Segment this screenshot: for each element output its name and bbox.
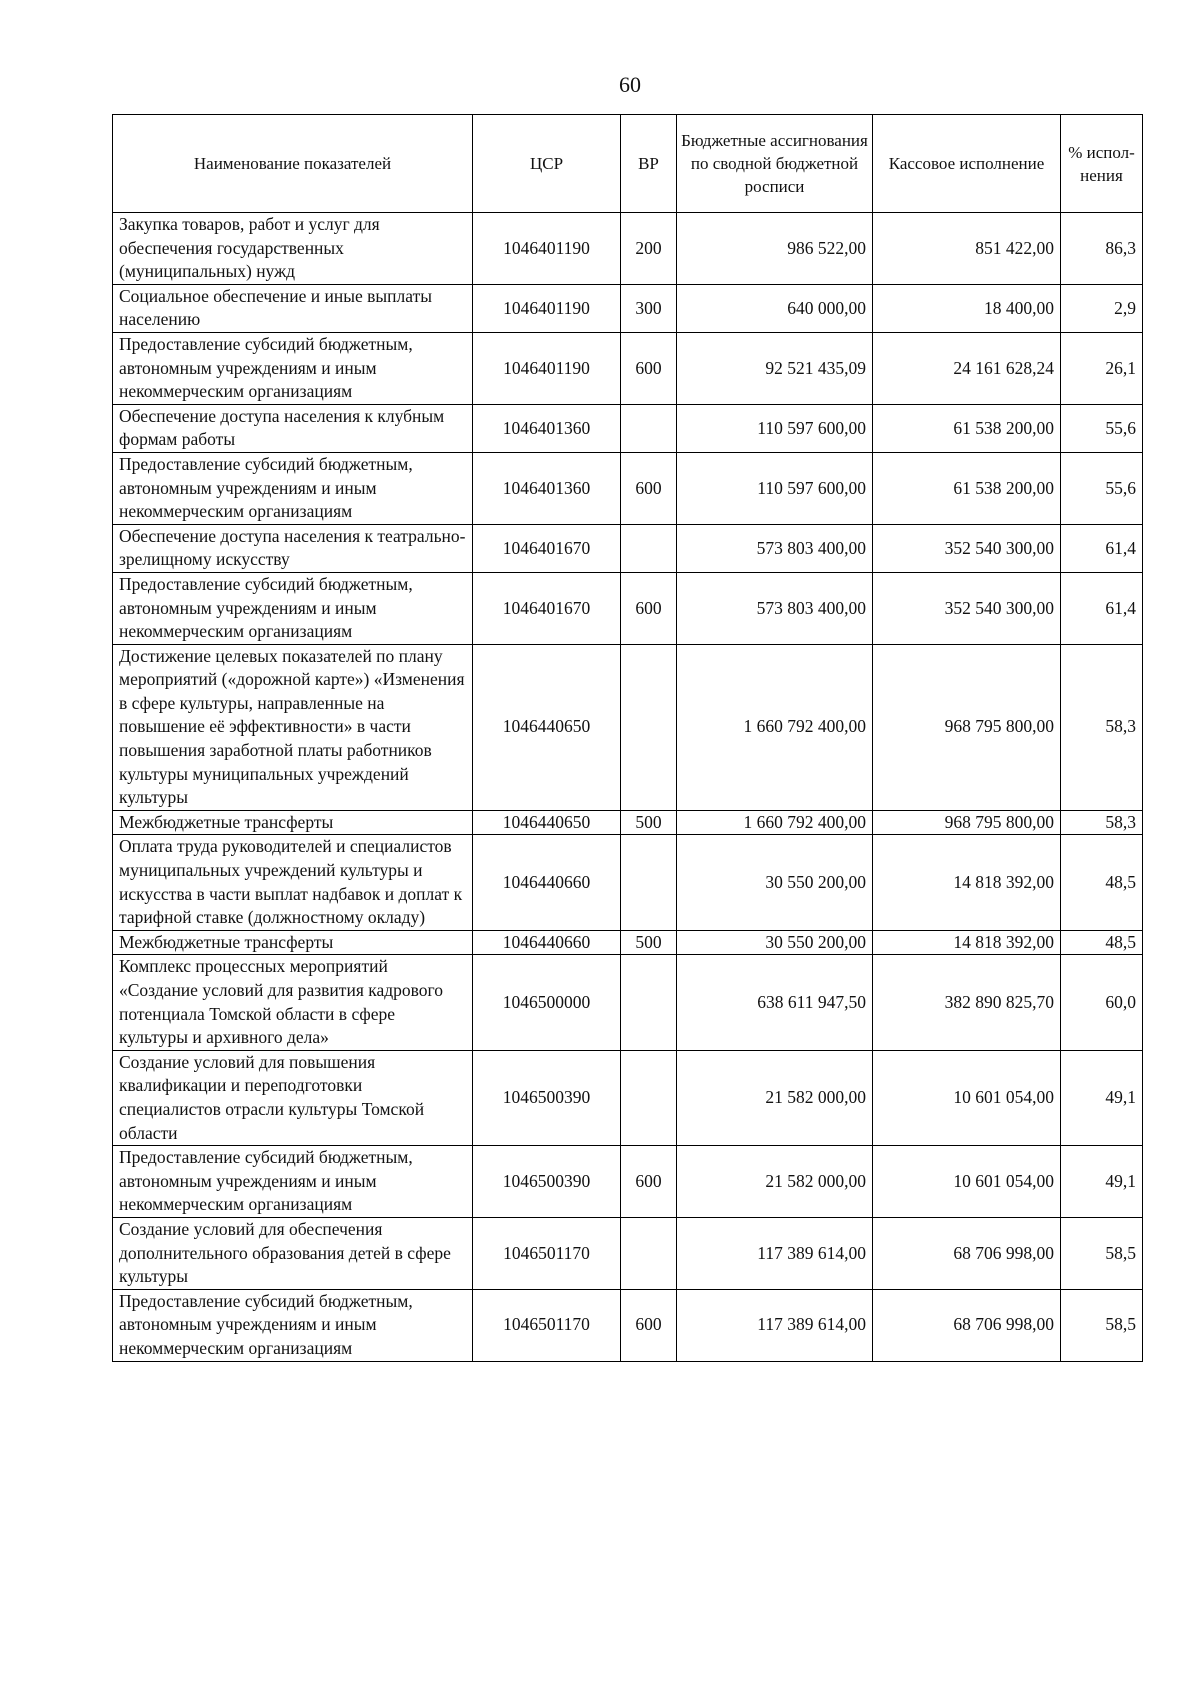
cell-name: Создание условий для повышения квалификации и переподготовки специалистов отрасли культуры Томской области — [113, 1050, 473, 1145]
cell-csr: 1046401670 — [473, 572, 621, 644]
cell-budget: 21 582 000,00 — [677, 1146, 873, 1218]
cell-name: Межбюджетные трансферты — [113, 930, 473, 955]
cell-csr: 1046500390 — [473, 1146, 621, 1218]
cell-cash: 10 601 054,00 — [873, 1146, 1061, 1218]
cell-csr: 1046401190 — [473, 213, 621, 285]
cell-cash: 68 706 998,00 — [873, 1289, 1061, 1361]
cell-vr: 600 — [621, 572, 677, 644]
table-body — [113, 213, 1143, 1362]
cell-vr — [621, 524, 677, 572]
cell-percent: 58,5 — [1061, 1289, 1143, 1361]
cell-budget: 573 803 400,00 — [677, 572, 873, 644]
cell-cash: 968 795 800,00 — [873, 810, 1061, 835]
header-name: Наименование показателей — [113, 115, 473, 213]
cell-name: Предоставление субсидий бюджетным, автономным учреждениям и иным некоммерческим организациям — [113, 1289, 473, 1361]
cell-csr: 1046500390 — [473, 1050, 621, 1145]
cell-cash: 10 601 054,00 — [873, 1050, 1061, 1145]
cell-budget: 638 611 947,50 — [677, 955, 873, 1050]
cell-vr — [621, 644, 677, 810]
cell-vr: 300 — [621, 284, 677, 332]
cell-cash: 352 540 300,00 — [873, 572, 1061, 644]
table-row — [113, 955, 1143, 1050]
table-row — [113, 930, 1143, 955]
cell-percent: 86,3 — [1061, 213, 1143, 285]
cell-vr: 600 — [621, 332, 677, 404]
cell-cash: 61 538 200,00 — [873, 452, 1061, 524]
page-number: 60 — [619, 72, 641, 97]
cell-name: Создание условий для обеспечения дополнительного образования детей в сфере культуры — [113, 1217, 473, 1289]
cell-budget: 640 000,00 — [677, 284, 873, 332]
cell-vr: 200 — [621, 213, 677, 285]
cell-budget: 117 389 614,00 — [677, 1217, 873, 1289]
cell-vr: 500 — [621, 930, 677, 955]
table-header — [113, 115, 1143, 213]
cell-name: Обеспечение доступа населения к клубным формам работы — [113, 404, 473, 452]
table-row — [113, 810, 1143, 835]
cell-vr: 600 — [621, 1146, 677, 1218]
header-budget: Бюджетные ассигнования по сводной бюджетной росписи — [677, 115, 873, 213]
cell-csr: 1046440660 — [473, 835, 621, 930]
table-row — [113, 524, 1143, 572]
cell-name: Межбюджетные трансферты — [113, 810, 473, 835]
table-row — [113, 1289, 1143, 1361]
cell-budget: 986 522,00 — [677, 213, 873, 285]
budget-execution-table — [112, 114, 1143, 1362]
cell-csr: 1046401190 — [473, 332, 621, 404]
cell-name: Достижение целевых показателей по плану мероприятий («дорожной карте») «Изменения в сфере культуры, направленные на повышение её эффективности» в части повышения заработной платы работников культуры муниципальных учреждений культуры — [113, 644, 473, 810]
cell-cash: 968 795 800,00 — [873, 644, 1061, 810]
cell-csr: 1046440650 — [473, 810, 621, 835]
cell-csr: 1046501170 — [473, 1217, 621, 1289]
cell-vr: 500 — [621, 810, 677, 835]
header-csr: ЦСР — [473, 115, 621, 213]
table-row — [113, 332, 1143, 404]
cell-name: Предоставление субсидий бюджетным, автономным учреждениям и иным некоммерческим организациям — [113, 1146, 473, 1218]
cell-vr — [621, 404, 677, 452]
cell-percent: 60,0 — [1061, 955, 1143, 1050]
cell-budget: 92 521 435,09 — [677, 332, 873, 404]
cell-vr — [621, 1217, 677, 1289]
cell-percent: 61,4 — [1061, 572, 1143, 644]
cell-cash: 382 890 825,70 — [873, 955, 1061, 1050]
cell-budget: 30 550 200,00 — [677, 835, 873, 930]
cell-cash: 61 538 200,00 — [873, 404, 1061, 452]
cell-budget: 1 660 792 400,00 — [677, 810, 873, 835]
cell-name: Оплата труда руководителей и специалистов муниципальных учреждений культуры и искусства в части выплат надбавок и доплат к тарифной ставке (должностному окладу) — [113, 835, 473, 930]
cell-vr — [621, 955, 677, 1050]
cell-name: Предоставление субсидий бюджетным, автономным учреждениям и иным некоммерческим организациям — [113, 332, 473, 404]
cell-cash: 18 400,00 — [873, 284, 1061, 332]
cell-cash: 68 706 998,00 — [873, 1217, 1061, 1289]
cell-vr — [621, 1050, 677, 1145]
cell-cash: 14 818 392,00 — [873, 835, 1061, 930]
cell-budget: 573 803 400,00 — [677, 524, 873, 572]
cell-name: Закупка товаров, работ и услуг для обеспечения государственных (муниципальных) нужд — [113, 213, 473, 285]
cell-percent: 61,4 — [1061, 524, 1143, 572]
cell-budget: 30 550 200,00 — [677, 930, 873, 955]
cell-percent: 26,1 — [1061, 332, 1143, 404]
table-row — [113, 284, 1143, 332]
cell-budget: 110 597 600,00 — [677, 404, 873, 452]
table-row — [113, 404, 1143, 452]
cell-cash: 352 540 300,00 — [873, 524, 1061, 572]
cell-csr: 1046401190 — [473, 284, 621, 332]
table-row — [113, 644, 1143, 810]
cell-csr: 1046501170 — [473, 1289, 621, 1361]
cell-cash: 851 422,00 — [873, 213, 1061, 285]
cell-percent: 49,1 — [1061, 1050, 1143, 1145]
cell-csr: 1046401360 — [473, 404, 621, 452]
cell-budget: 21 582 000,00 — [677, 1050, 873, 1145]
cell-name: Предоставление субсидий бюджетным, автономным учреждениям и иным некоммерческим организациям — [113, 452, 473, 524]
cell-cash: 14 818 392,00 — [873, 930, 1061, 955]
cell-csr: 1046401670 — [473, 524, 621, 572]
cell-percent: 55,6 — [1061, 452, 1143, 524]
cell-vr: 600 — [621, 1289, 677, 1361]
cell-budget: 110 597 600,00 — [677, 452, 873, 524]
cell-csr: 1046401360 — [473, 452, 621, 524]
cell-vr: 600 — [621, 452, 677, 524]
cell-budget: 1 660 792 400,00 — [677, 644, 873, 810]
cell-csr: 1046500000 — [473, 955, 621, 1050]
cell-name: Предоставление субсидий бюджетным, автономным учреждениям и иным некоммерческим организациям — [113, 572, 473, 644]
table-row — [113, 213, 1143, 285]
cell-cash: 24 161 628,24 — [873, 332, 1061, 404]
cell-name: Комплекс процессных мероприятий «Создание условий для развития кадрового потенциала Томской области в сфере культуры и архивного дела» — [113, 955, 473, 1050]
table-row — [113, 452, 1143, 524]
table-row — [113, 835, 1143, 930]
cell-percent: 48,5 — [1061, 930, 1143, 955]
cell-name: Социальное обеспечение и иные выплаты населению — [113, 284, 473, 332]
cell-name: Обеспечение доступа населения к театрально-зрелищному искусству — [113, 524, 473, 572]
cell-csr: 1046440650 — [473, 644, 621, 810]
cell-percent: 55,6 — [1061, 404, 1143, 452]
table-row — [113, 1050, 1143, 1145]
cell-vr — [621, 835, 677, 930]
table-row — [113, 1146, 1143, 1218]
cell-percent: 58,3 — [1061, 644, 1143, 810]
cell-percent: 48,5 — [1061, 835, 1143, 930]
cell-percent: 49,1 — [1061, 1146, 1143, 1218]
cell-csr: 1046440660 — [473, 930, 621, 955]
table-row — [113, 572, 1143, 644]
cell-budget: 117 389 614,00 — [677, 1289, 873, 1361]
cell-percent: 2,9 — [1061, 284, 1143, 332]
cell-percent: 58,5 — [1061, 1217, 1143, 1289]
header-percent: % испол-нения — [1061, 115, 1143, 213]
header-vr: ВР — [621, 115, 677, 213]
table-row — [113, 1217, 1143, 1289]
header-cash: Кассовое исполнение — [873, 115, 1061, 213]
cell-percent: 58,3 — [1061, 810, 1143, 835]
